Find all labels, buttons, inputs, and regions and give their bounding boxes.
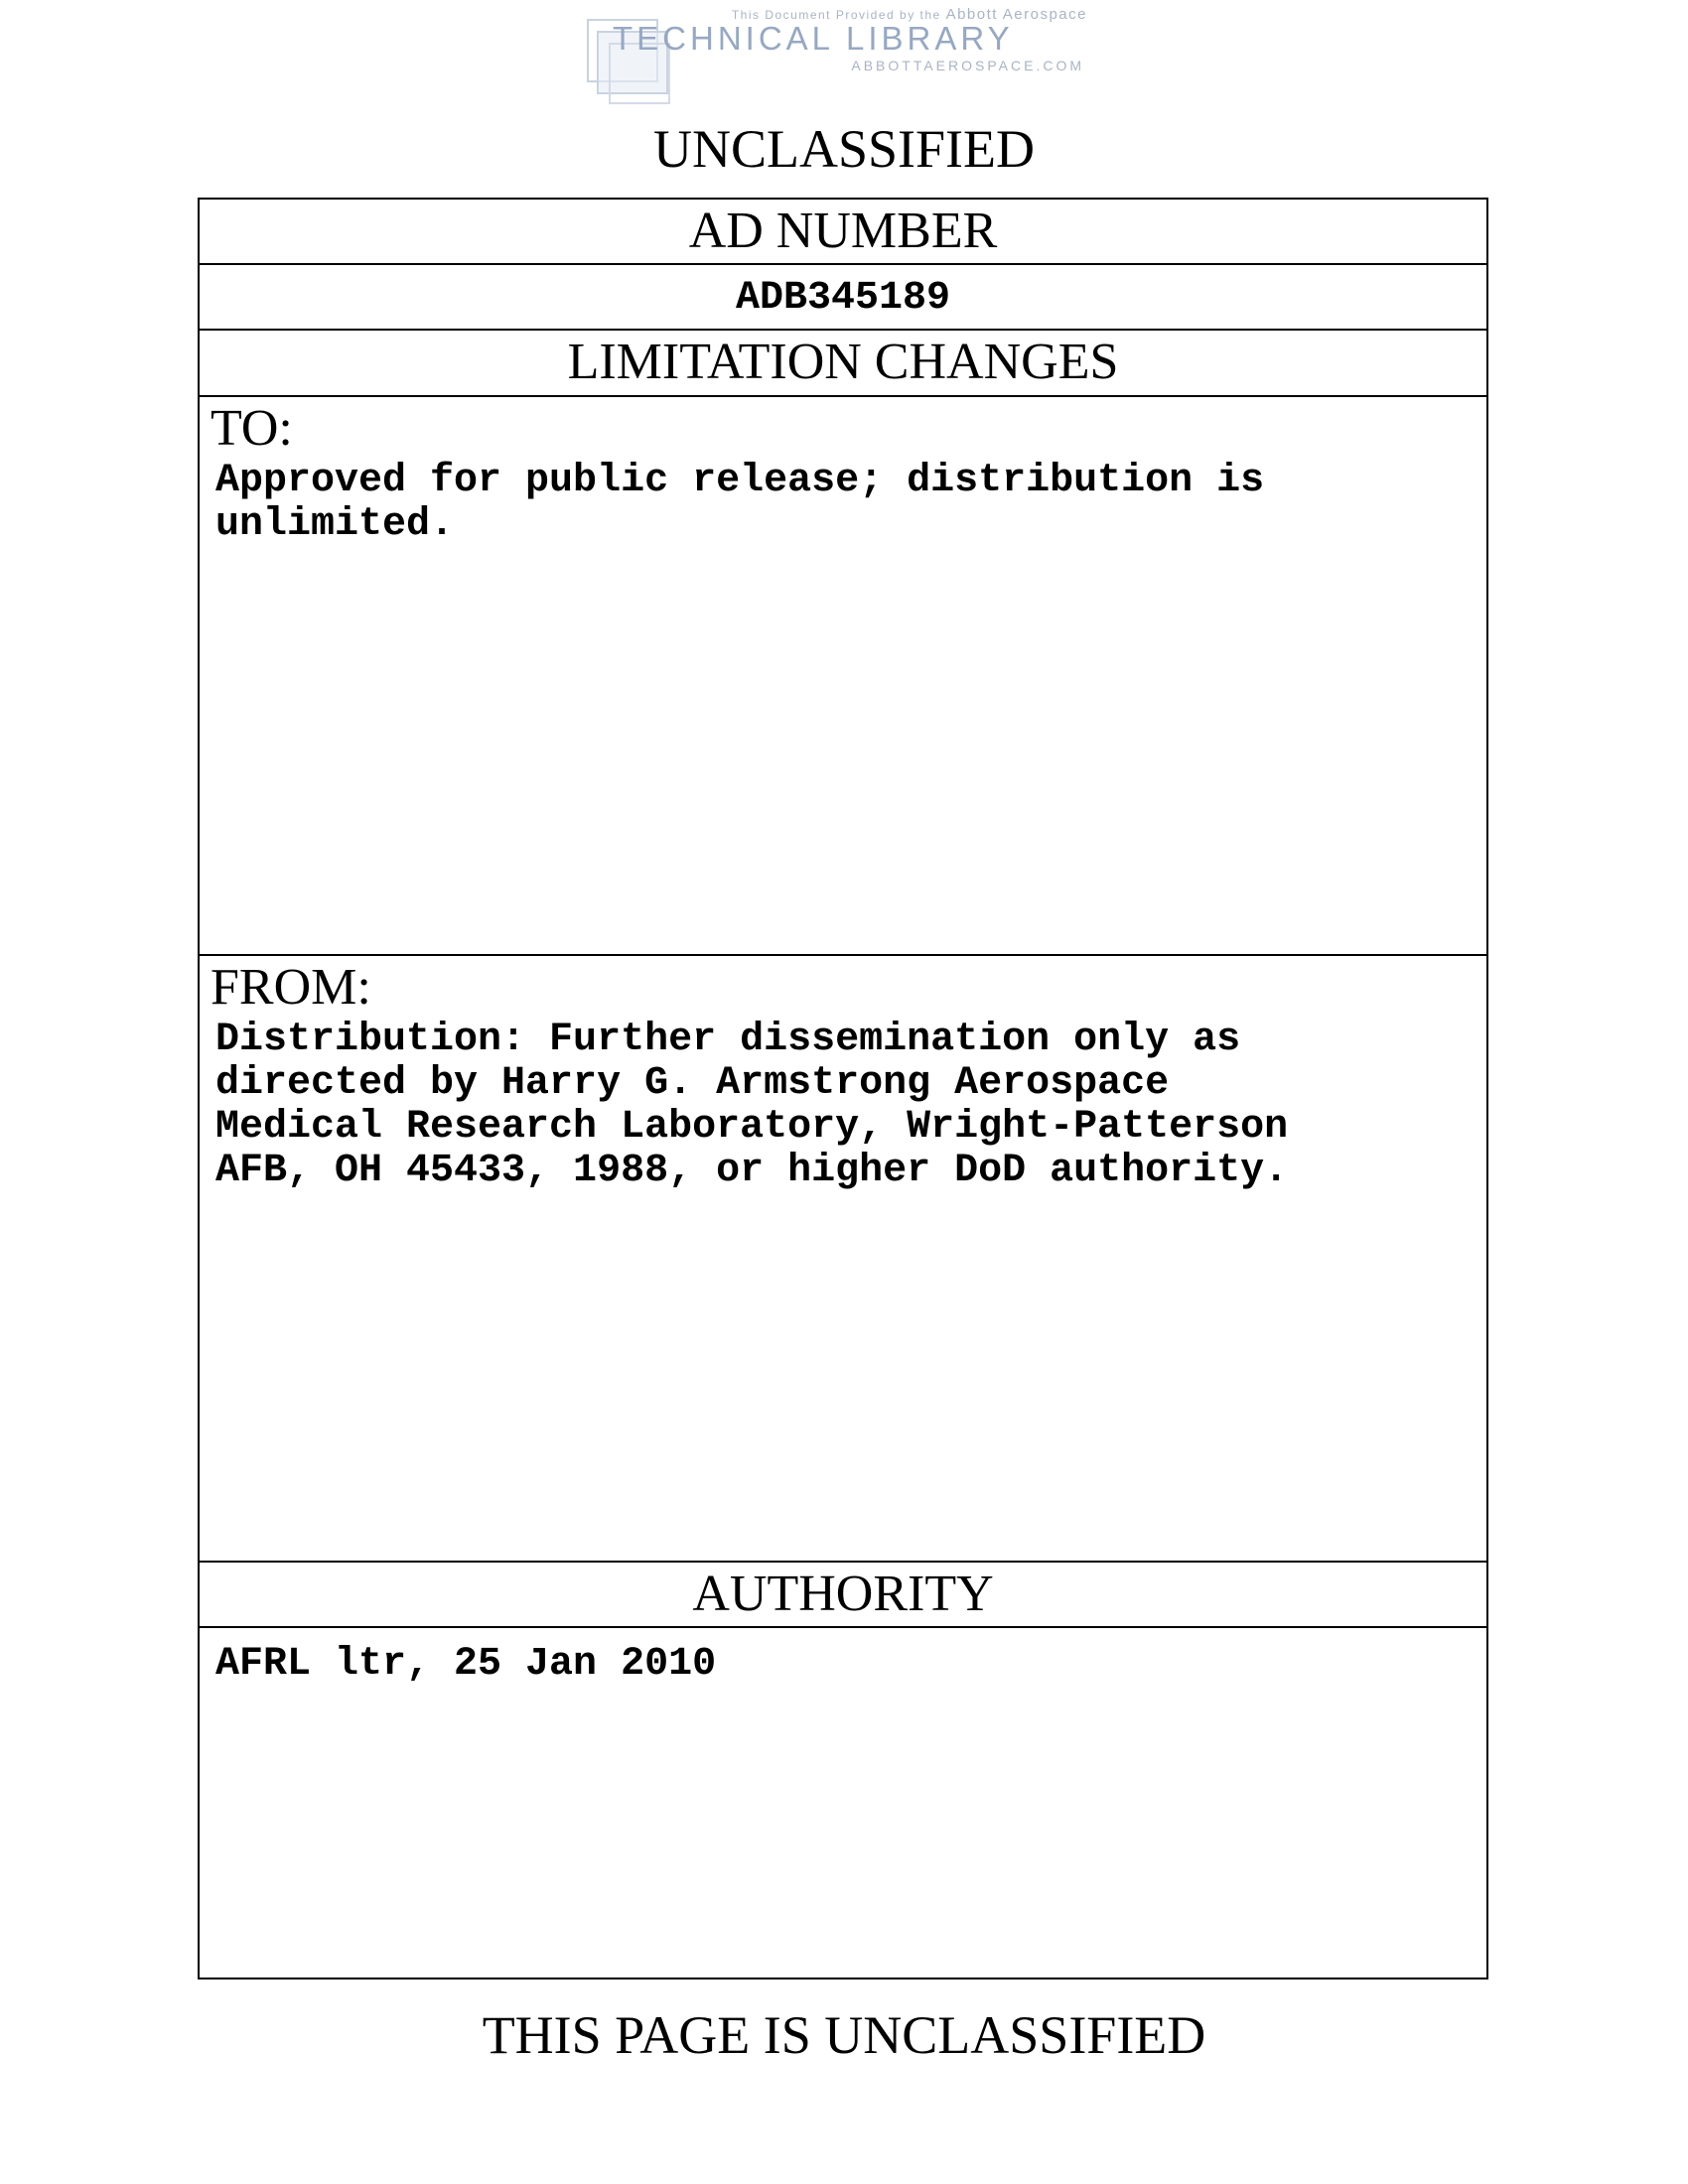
watermark-title: TECHNICAL LIBRARY	[613, 20, 1014, 57]
watermark-provided-by-text: This Document Provided by the	[731, 8, 941, 22]
to-section	[200, 397, 1486, 956]
ad-form-table	[198, 198, 1488, 1979]
ad-number-value: ADB345189	[735, 276, 951, 321]
from-text: Distribution: Further dissemination only as directed by Harry G. Armstrong Aerospace Medical Research Laboratory, Wright-Patterson AFB, OH 45433, 1988, or higher DoD authority.	[215, 1018, 1289, 1193]
classification-heading: UNCLASSIFIED	[652, 119, 1036, 179]
limitation-changes-row	[200, 331, 1486, 397]
limitation-changes-title: LIMITATION CHANGES	[567, 334, 1119, 390]
authority-section	[200, 1628, 1486, 1978]
ad-number-value-row	[200, 265, 1486, 331]
ad-number-row	[200, 200, 1486, 265]
ad-number-title: AD NUMBER	[688, 203, 998, 259]
watermark-website: ABBOTTAEROSPACE.COM	[851, 58, 1084, 73]
page-classification-footer: THIS PAGE IS UNCLASSIFIED	[482, 2005, 1206, 2065]
to-text: Approved for public release; distribution is unlimited.	[215, 459, 1265, 547]
authority-text: AFRL ltr, 25 Jan 2010	[215, 1642, 717, 1687]
to-label: TO:	[211, 400, 293, 457]
from-label: FROM:	[211, 959, 371, 1016]
authority-row	[200, 1563, 1486, 1628]
watermark-brand: Abbott Aerospace	[945, 6, 1087, 23]
authority-title: AUTHORITY	[692, 1566, 994, 1622]
technical-library-watermark	[571, 0, 1087, 114]
from-section	[200, 956, 1486, 1563]
